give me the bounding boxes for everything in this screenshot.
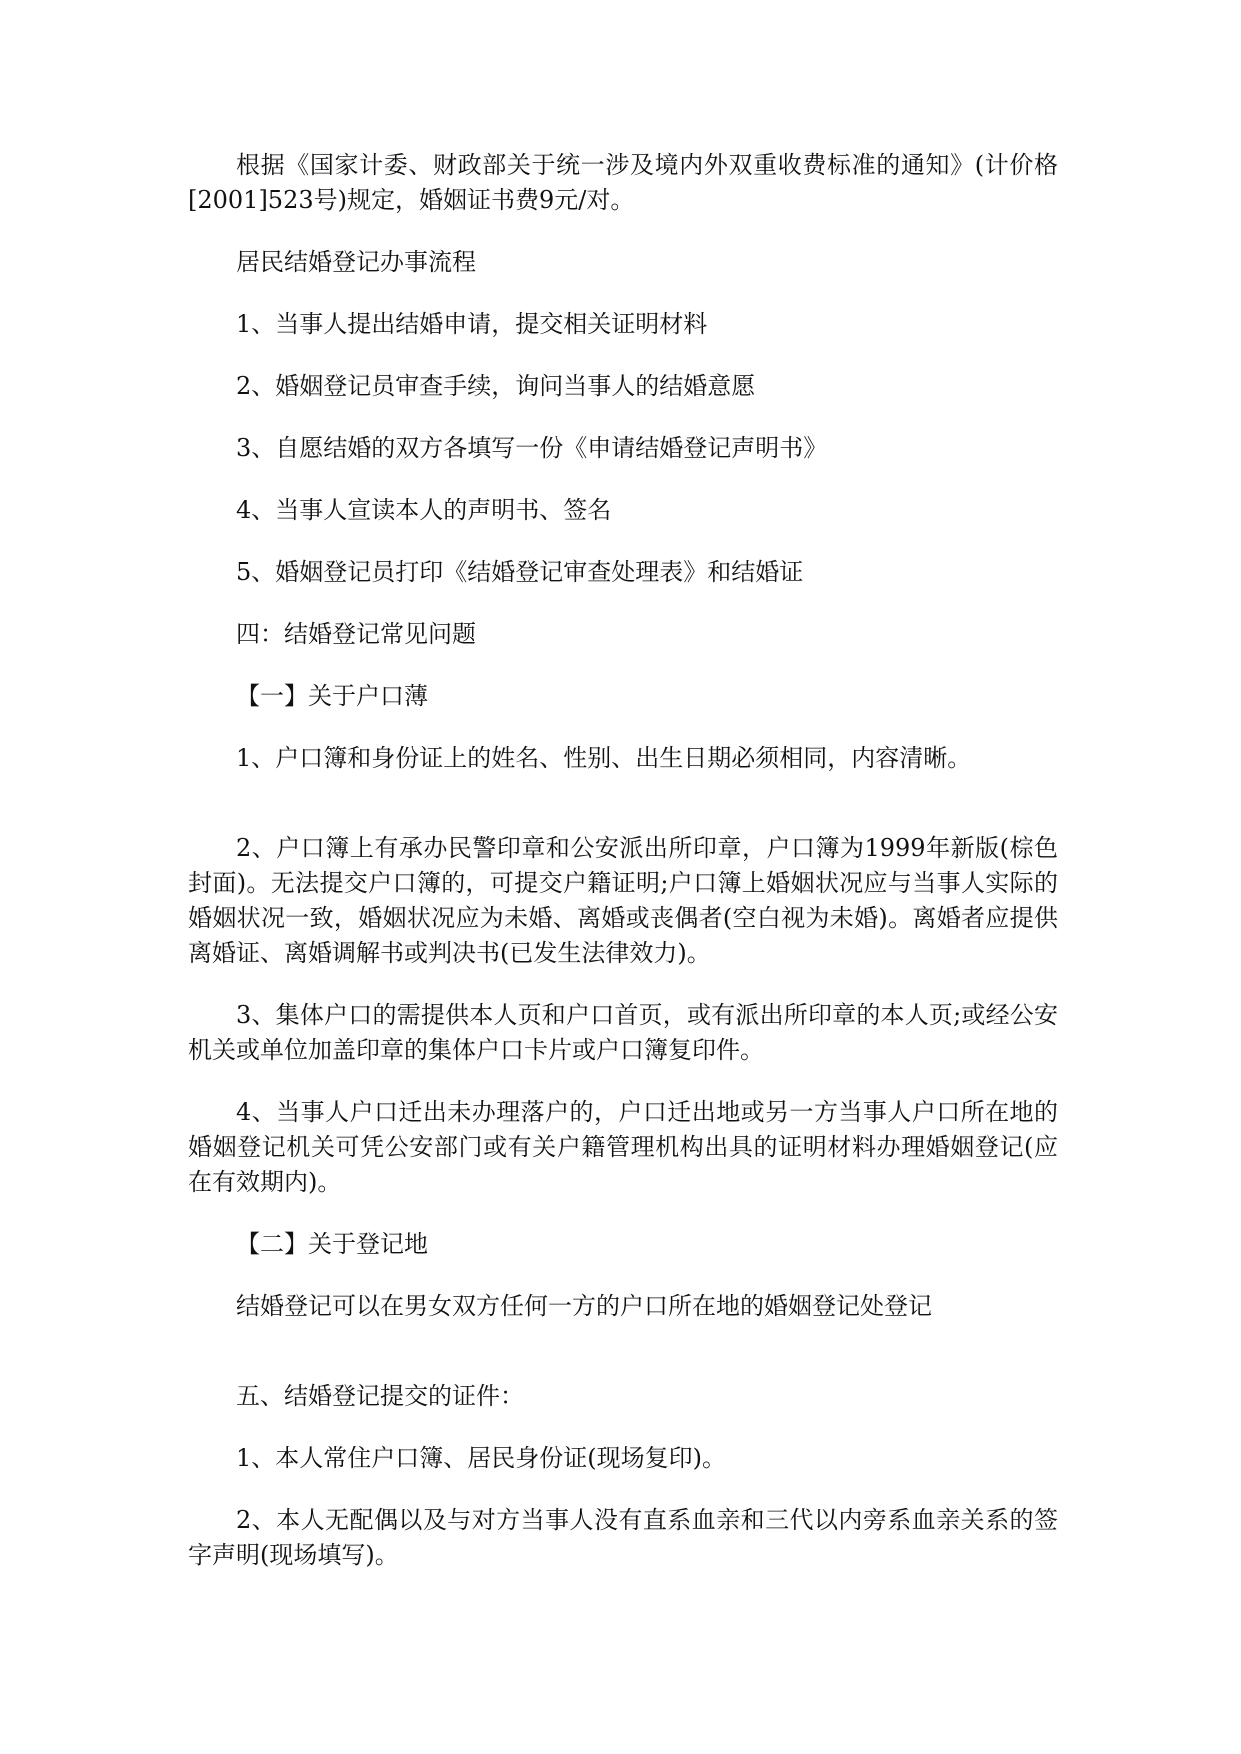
document-page [188, 148, 1058, 1573]
process-step-2: 2、婚姻登记员审查手续，询问当事人的结婚意愿 [236, 372, 756, 400]
location-item: 结婚登记可以在男女双方任何一方的户口所在地的婚姻登记处登记 [236, 1292, 932, 1320]
process-step-1: 1、当事人提出结婚申请，提交相关证明材料 [236, 310, 708, 338]
faq-subheading-location: 【二】关于登记地 [236, 1230, 428, 1258]
process-step-3: 3、自愿结婚的双方各填写一份《申请结婚登记声明书》 [236, 434, 828, 462]
process-step-4: 4、当事人宣读本人的声明书、签名 [236, 496, 612, 524]
documents-item-2: 2、本人无配偶以及与对方当事人没有直系血亲和三代以内旁系血亲关系的签字声明(现场填写)。 [188, 1506, 1058, 1569]
faq-section-heading: 四：结婚登记常见问题 [236, 620, 476, 648]
process-step-5: 5、婚姻登记员打印《结婚登记审查处理表》和结婚证 [236, 558, 804, 586]
process-heading: 居民结婚登记办事流程 [236, 248, 476, 276]
faq-subheading-hukou: 【一】关于户口薄 [236, 682, 428, 710]
fee-regulation-paragraph: 根据《国家计委、财政部关于统一涉及境内外双重收费标准的通知》(计价格[2001]523号)规定，婚姻证书费9元/对。 [188, 151, 1058, 214]
hukou-item-2: 2、户口簿上有承办民警印章和公安派出所印章，户口簿为1999年新版(棕色封面)。无法提交户口簿的，可提交户籍证明;户口簿上婚姻状况应与当事人实际的婚姻状况一致，婚姻状况应为未婚、离婚或丧偶者(空白视为未婚)。离婚者应提供离婚证、离婚调解书或判决书(已发生法律效力)。 [188, 834, 1058, 967]
hukou-item-1: 1、户口簿和身份证上的姓名、性别、出生日期必须相同，内容清晰。 [236, 744, 972, 772]
hukou-item-4: 4、当事人户口迁出未办理落户的，户口迁出地或另一方当事人户口所在地的婚姻登记机关可凭公安部门或有关户籍管理机构出具的证明材料办理婚姻登记(应在有效期内)。 [188, 1098, 1058, 1196]
documents-item-1: 1、本人常住户口簿、居民身份证(现场复印)。 [236, 1444, 726, 1472]
hukou-item-3: 3、集体户口的需提供本人页和户口首页，或有派出所印章的本人页;或经公安机关或单位加盖印章的集体户口卡片或户口簿复印件。 [188, 1001, 1058, 1064]
documents-section-heading: 五、结婚登记提交的证件： [236, 1382, 524, 1410]
